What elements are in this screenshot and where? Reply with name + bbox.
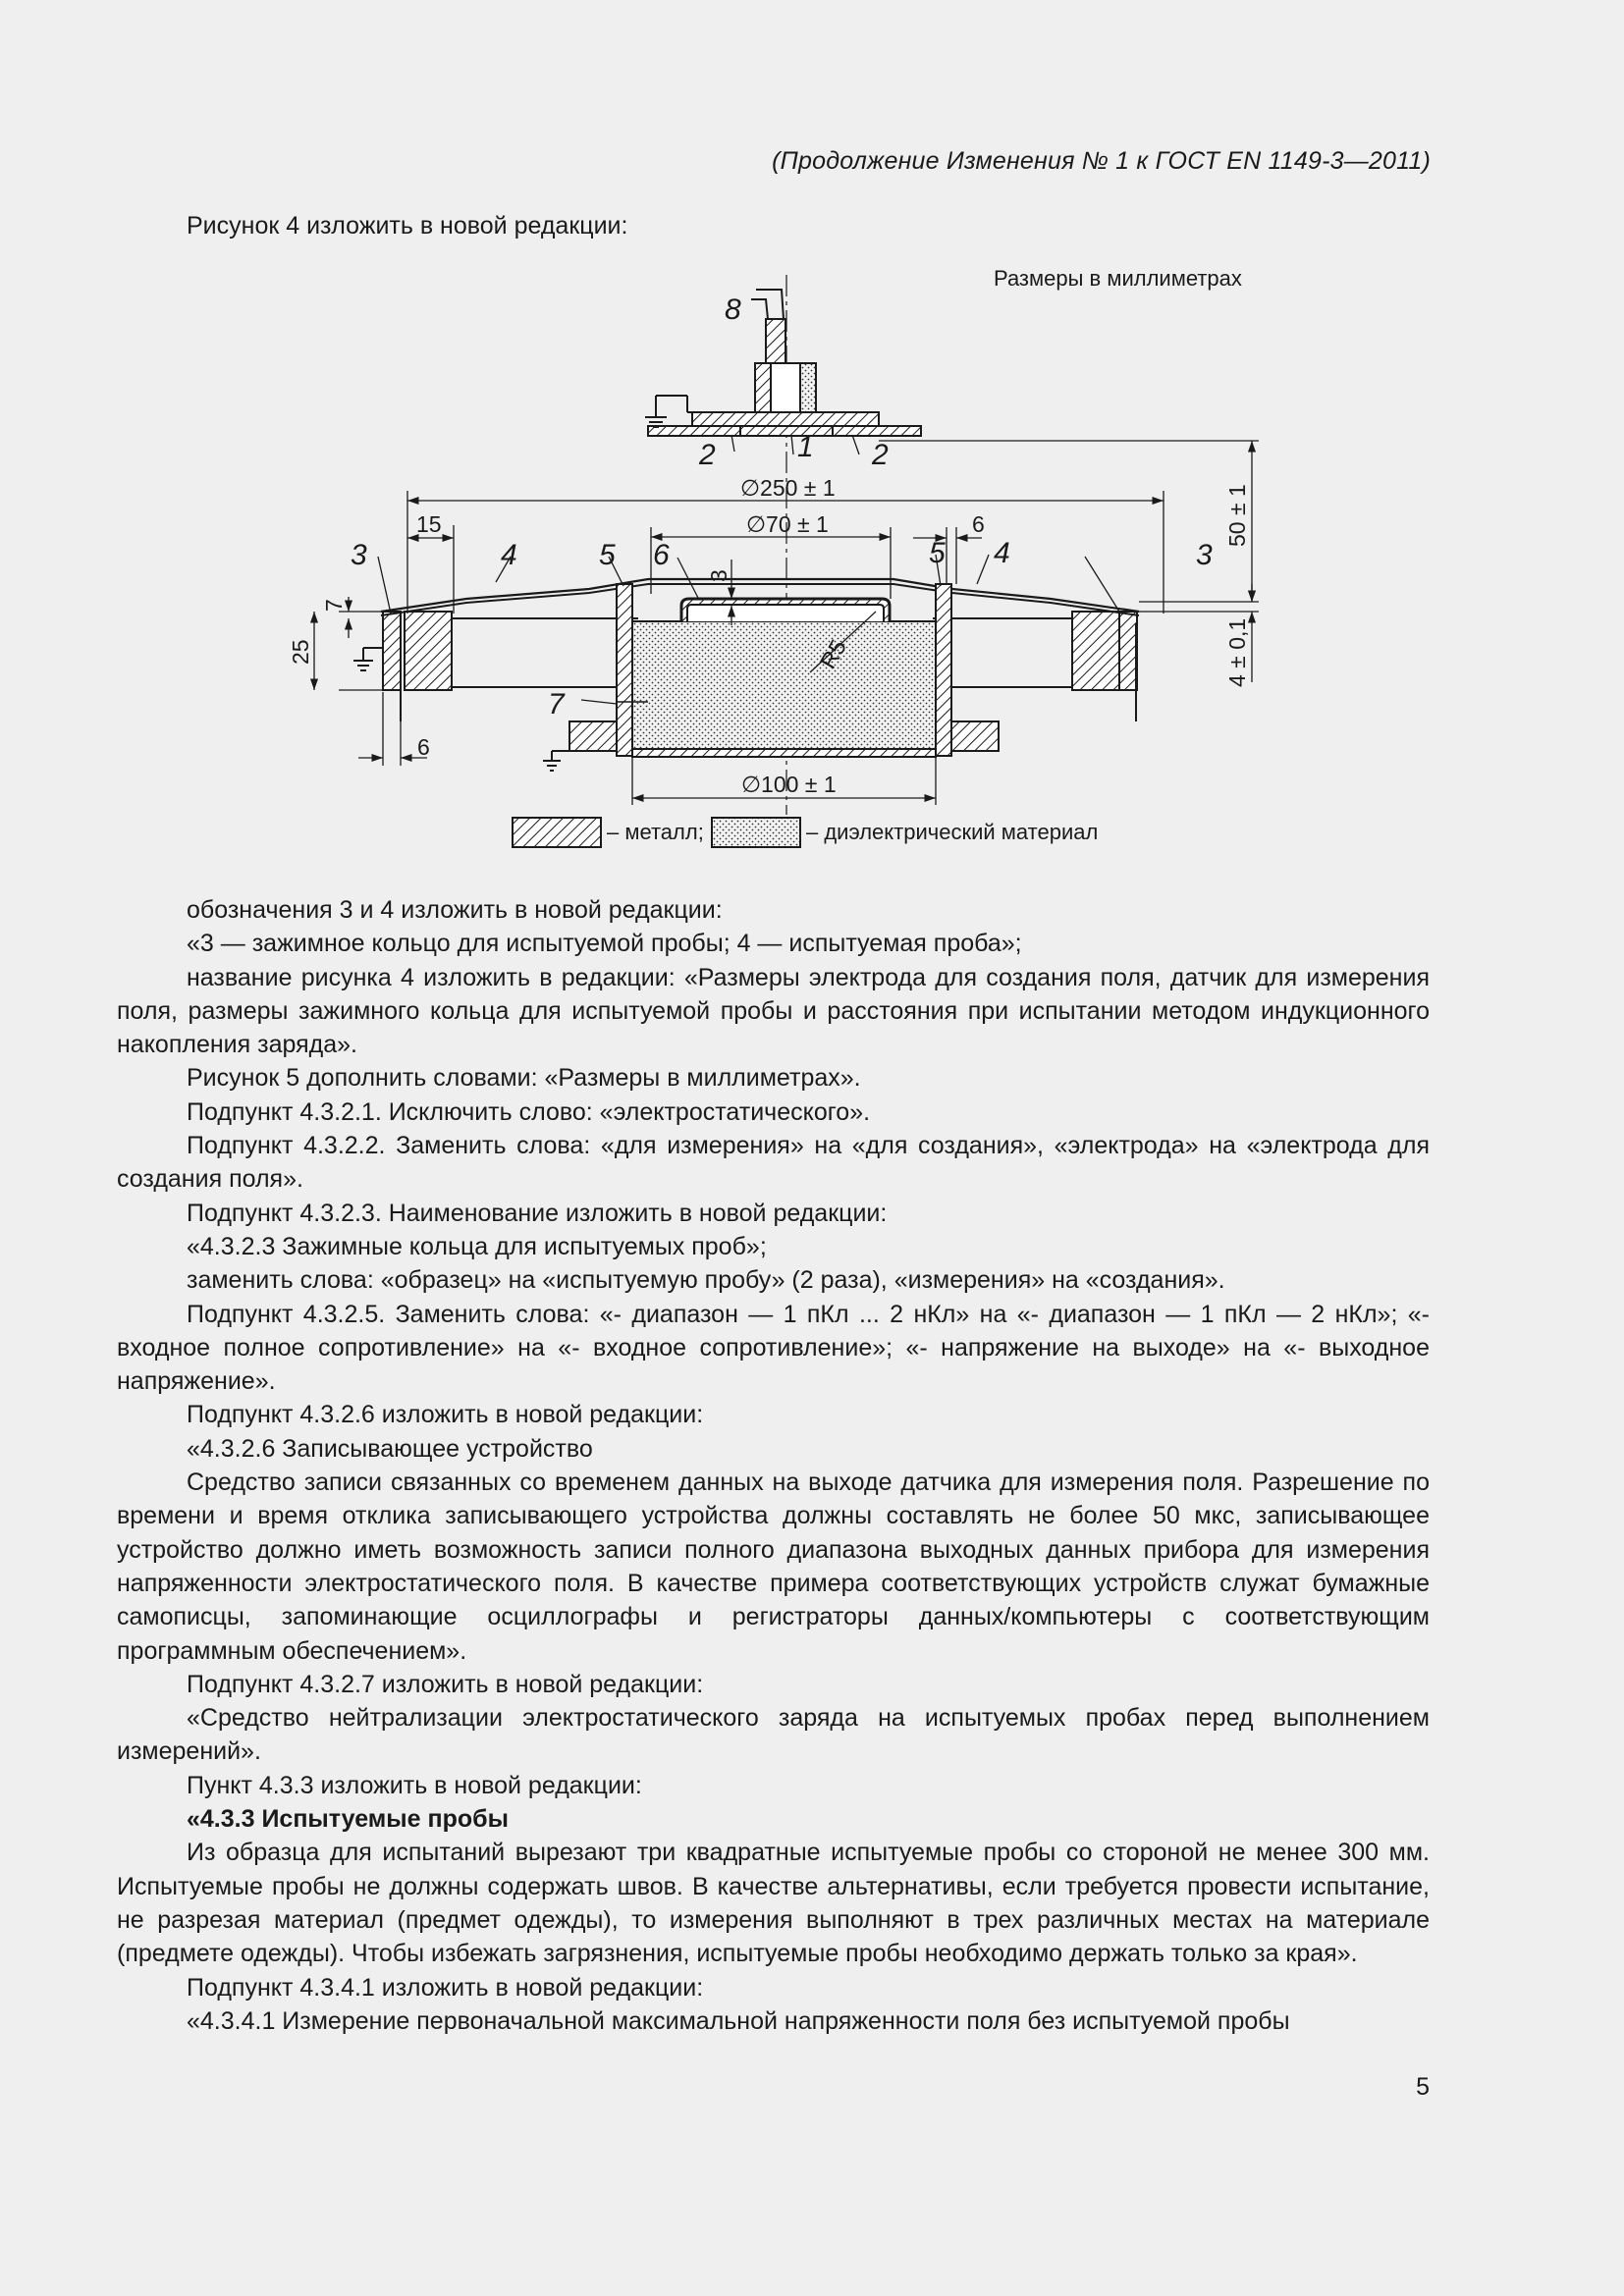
dim-d250: ∅250 ± 1: [740, 475, 836, 501]
paragraph: «3 — зажимное кольцо для испытуемой пробы; 4 — испытуемая проба»;: [187, 930, 1022, 958]
figure-4: [265, 260, 1267, 864]
left-electrode-wall: [617, 584, 632, 756]
dim-6-top: 6: [972, 511, 985, 537]
paragraph: Средство записи связанных со временем данных на выходе датчика для измерения поля. Разрешение по времени и время отклика записывающего устройства должны составлять не более 50 мкс, записывающее устройство должно иметь возможность записи полного диапазона выходных данных прибора для измерения напряженности электростатического поля. В качестве примера соответствующих устройств служат бумажные самописцы, запоминающие осциллографы и регистраторы данных/компьютеры с соответствующим программным обеспечением».: [117, 1468, 1430, 1665]
paragraph: «4.3.2.3 Зажимные кольца для испытуемых проб»;: [187, 1232, 767, 1260]
paragraph: «4.3.4.1 Измерение первоначальной максимальной напряженности поля без испытуемой пробы: [187, 2006, 1290, 2035]
callout-4-right: 4: [994, 537, 1010, 569]
page-number: 5: [1416, 2073, 1430, 2101]
callout-5-right: 5: [929, 537, 946, 569]
left-clamp-ring-3: [383, 612, 401, 690]
right-ring: [1072, 612, 1119, 690]
callout-2-left: 2: [699, 439, 716, 471]
paragraph: обозначения 3 и 4 изложить в новой редакции:: [187, 896, 723, 924]
legend-dielectric-swatch: [712, 818, 800, 847]
figure-intro: Рисунок 4 изложить в новой редакции:: [187, 212, 628, 240]
sensor-body: [692, 412, 879, 426]
dim-d70: ∅70 ± 1: [746, 511, 829, 537]
paragraph: Пункт 4.3.3 изложить в новой редакции:: [187, 1771, 642, 1799]
paragraph: Из образца для испытаний вырезают три квадратные испытуемые пробы со стороной не менее 300 мм. Испытуемые пробы не должны содержать швов. В качестве альтернативы, если требуется провести испытание, не разрезая материал (предмет одежды), то измерения выполняют в трех различных местах на материале (предмете одежды). Чтобы избежать загрязнения, испытуемые пробы необходимо держать только за края».: [117, 1839, 1430, 1968]
dim-d100: ∅100 ± 1: [741, 772, 837, 797]
dim-7: 7: [321, 599, 347, 612]
paragraph: название рисунка 4 изложить в редакции: «Размеры электрода для создания поля, датчик для измерения поля, размеры зажимного кольца для испытуемой пробы и расстояния при испытании методом индукционного накопления заряда».: [117, 963, 1430, 1059]
right-clamp-ring-3: [1119, 612, 1137, 690]
dim-15: 15: [416, 511, 442, 537]
callout-6: 6: [653, 539, 670, 571]
paragraph: Подпункт 4.3.2.2. Заменить слова: «для измерения» на «для создания», «электрода» на «электрода для создания поля».: [117, 1132, 1430, 1194]
callout-8: 8: [725, 294, 741, 326]
callout-2-right: 2: [872, 439, 889, 471]
paragraph: «4.3.2.6 Записывающее устройство: [187, 1434, 593, 1463]
paragraph: Подпункт 4.3.2.3. Наименование изложить в новой редакции:: [187, 1199, 888, 1227]
paragraph: Подпункт 4.3.2.5. Заменить слова: «- диапазон — 1 пКл ... 2 нКл» на «- диапазон — 1 пКл — 2 нКл»; «- входное полное сопротивление» на «- входное сопротивление»; «- напряжение на выходе» на «- выходное напряжение».: [117, 1300, 1430, 1396]
legend-metal-label: – металл;: [607, 820, 704, 844]
running-header: (Продолжение Изменения № 1 к ГОСТ EN 1149-3—2011): [772, 147, 1431, 175]
paragraph: Подпункт 4.3.4.1 изложить в новой редакции:: [187, 1973, 704, 2002]
paragraph: Рисунок 5 дополнить словами: «Размеры в миллиметрах».: [187, 1064, 861, 1093]
dielectric-block: [632, 621, 936, 751]
legend-dielectric-label: – диэлектрический материал: [806, 820, 1099, 844]
right-electrode-wall: [936, 584, 951, 756]
callout-1: 1: [797, 431, 814, 463]
callout-7: 7: [548, 688, 565, 721]
callout-4-left: 4: [501, 539, 517, 571]
sensor-base: [648, 426, 921, 436]
dim-25: 25: [288, 639, 313, 665]
callout-3-right: 3: [1196, 539, 1213, 571]
dim-6-bottom: 6: [417, 734, 430, 760]
callout-5-left: 5: [599, 539, 616, 571]
dim-r5: R5: [814, 635, 852, 673]
body-text: [117, 893, 1430, 2038]
paragraph: заменить слова: «образец» на «испытуемую пробу» (2 раза), «измерения» на «создания».: [187, 1266, 1225, 1295]
paragraph: Подпункт 4.3.2.6 изложить в новой редакции:: [187, 1401, 704, 1429]
legend-metal-swatch: [513, 818, 601, 847]
paragraph: «Средство нейтрализации электростатического заряда на испытуемых пробах перед выполнением измерений».: [117, 1704, 1430, 1766]
callout-3-left: 3: [351, 539, 367, 571]
left-ring: [405, 612, 452, 690]
units-note: Размеры в миллиметрах: [994, 266, 1242, 291]
dim-4: 4 ± 0,1: [1224, 617, 1250, 687]
dim-3: 3: [706, 569, 731, 582]
section-heading: «4.3.3 Испытуемые пробы: [187, 1805, 509, 1834]
dim-50: 50 ± 1: [1224, 484, 1250, 547]
paragraph: Подпункт 4.3.2.7 изложить в новой редакции:: [187, 1670, 704, 1698]
paragraph: Подпункт 4.3.2.1. Исключить слово: «электростатического».: [187, 1097, 871, 1126]
technical-drawing: [265, 260, 1267, 864]
